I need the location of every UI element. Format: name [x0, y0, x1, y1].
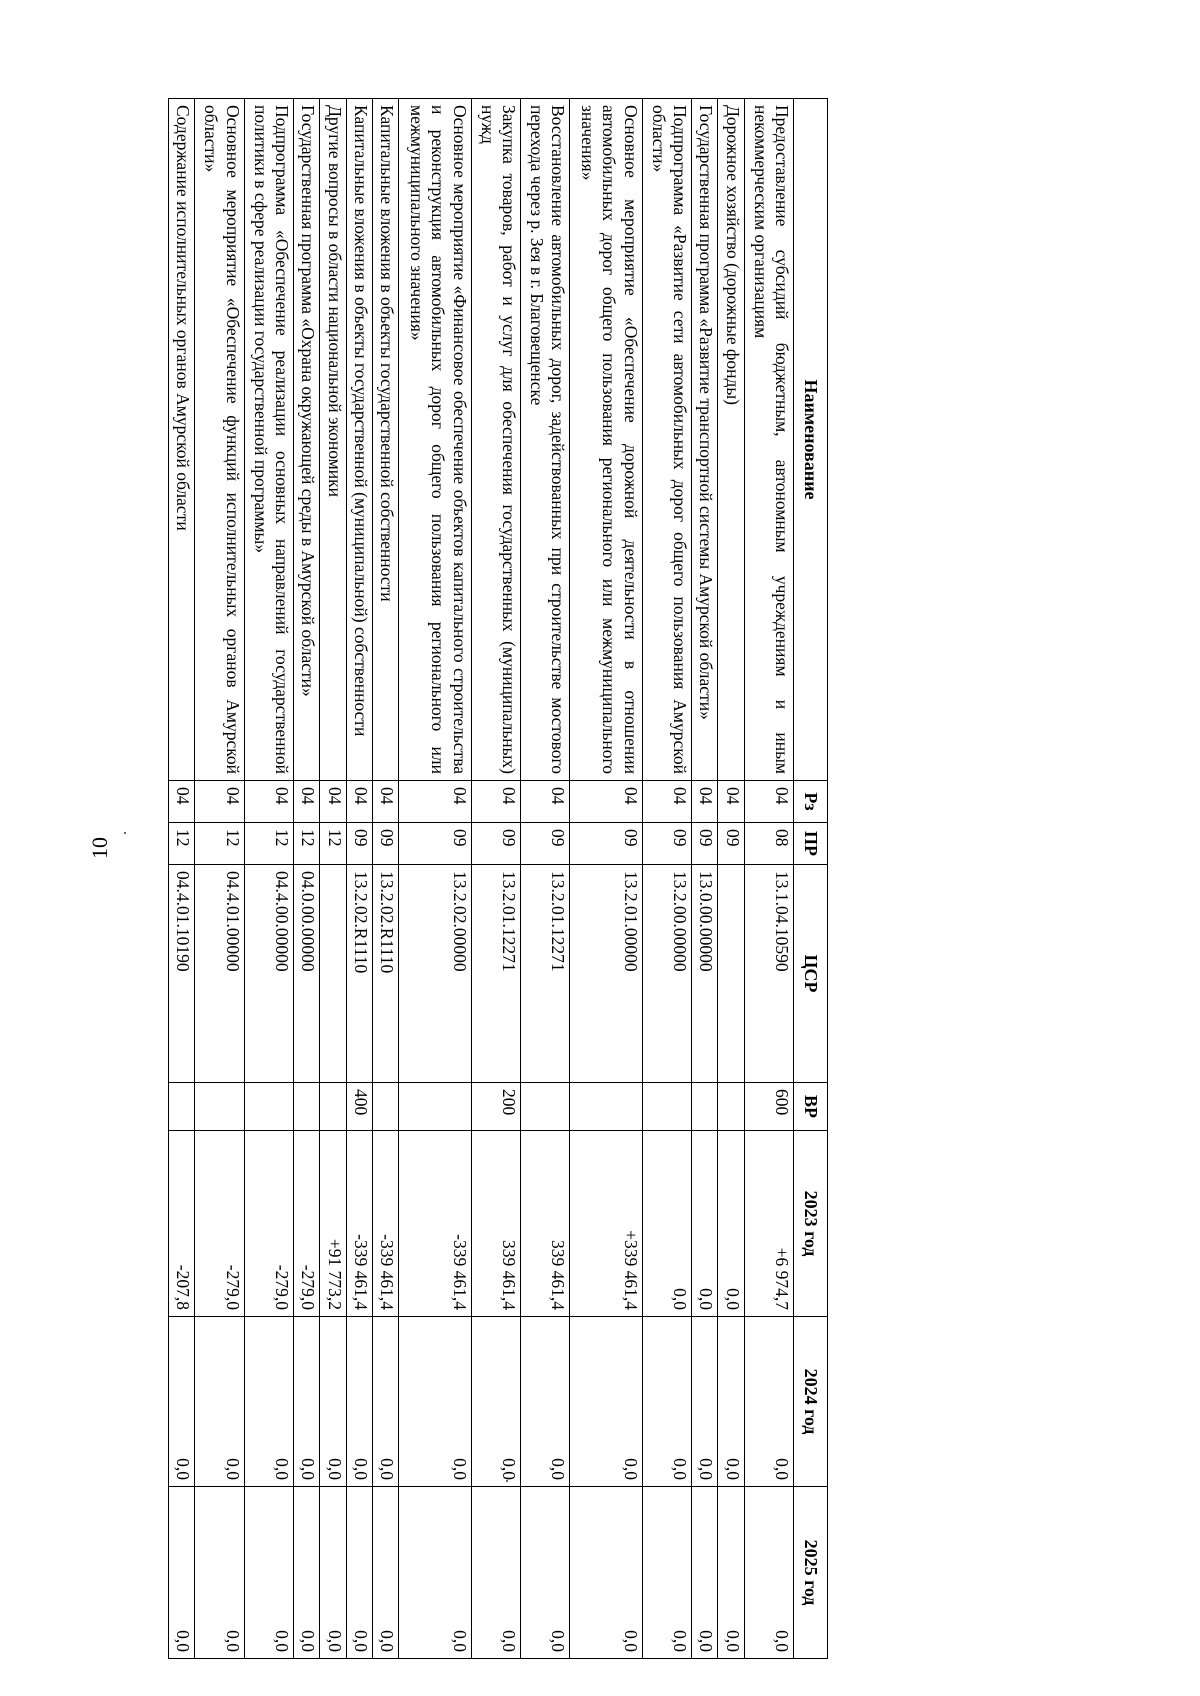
row-2025: 0,0	[718, 1487, 744, 1659]
row-rz: 04	[744, 781, 793, 823]
row-2024: 0,0	[294, 1317, 320, 1487]
row-pr: 12	[320, 823, 346, 865]
row-2025: 0,0	[195, 1487, 244, 1659]
table-row	[521, 99, 570, 1659]
row-name: Государственная программа «Развитие транспортной системы Амурской области»	[692, 99, 718, 781]
row-2025: 0,0	[692, 1487, 718, 1659]
row-csr	[320, 865, 346, 1083]
row-2024: 0,0	[692, 1317, 718, 1487]
row-2024: 0,0	[642, 1317, 691, 1487]
row-2025: 0,0	[642, 1487, 691, 1659]
row-rz: 04	[692, 781, 718, 823]
row-2024: 0,0	[244, 1317, 293, 1487]
row-2024: 0,0	[399, 1317, 471, 1487]
row-2024: 0,0	[521, 1317, 570, 1487]
row-vr	[718, 1083, 744, 1131]
row-name: Капитальные вложения в объекты государственной (муниципальной) собственности	[346, 99, 372, 781]
row-pr: 09	[471, 823, 520, 865]
row-pr: 12	[294, 823, 320, 865]
row-rz: 04	[718, 781, 744, 823]
row-2024: 0,0	[195, 1317, 244, 1487]
row-2025: 0,0	[320, 1487, 346, 1659]
table-row	[718, 99, 744, 1659]
row-vr	[521, 1083, 570, 1131]
row-2025: 0,0	[244, 1487, 293, 1659]
row-vr	[320, 1083, 346, 1131]
row-2025: 0,0	[372, 1487, 398, 1659]
row-csr: 04.4.00.00000	[244, 865, 293, 1083]
scan-speck	[124, 832, 126, 834]
row-name: Государственная программа «Охрана окружающей среды в Амурской области»	[294, 99, 320, 781]
row-2025: 0,0	[521, 1487, 570, 1659]
row-vr: 400	[346, 1083, 372, 1131]
row-2023: 0,0	[718, 1131, 744, 1317]
row-2023: 0,0	[692, 1131, 718, 1317]
row-name: Закупка товаров, работ и услуг для обеспечения государственных (муниципальных) нужд	[471, 99, 520, 781]
row-vr	[399, 1083, 471, 1131]
table-row	[570, 99, 642, 1659]
header-2023: 2023 год	[794, 1131, 828, 1317]
row-2023: -279,0	[195, 1131, 244, 1317]
row-pr: 12	[244, 823, 293, 865]
row-2025: 0,0	[399, 1487, 471, 1659]
row-2023: -279,0	[294, 1131, 320, 1317]
row-rz: 04	[169, 781, 195, 823]
row-csr: 13.2.00.00000	[642, 865, 691, 1083]
row-2023: -339 461,4	[372, 1131, 398, 1317]
table-row	[294, 99, 320, 1659]
row-pr: 12	[195, 823, 244, 865]
row-vr	[244, 1083, 293, 1131]
row-vr	[372, 1083, 398, 1131]
row-csr: 13.1.04.10590	[744, 865, 793, 1083]
header-2025: 2025 год	[794, 1487, 828, 1659]
row-2025: 0,0	[294, 1487, 320, 1659]
row-vr: 600	[744, 1083, 793, 1131]
row-rz: 04	[642, 781, 691, 823]
row-name: Содержание исполнительных органов Амурской области	[169, 99, 195, 781]
table-row	[346, 99, 372, 1659]
row-csr: 13.2.01.12271	[471, 865, 520, 1083]
row-vr	[692, 1083, 718, 1131]
row-2024: 0,0	[169, 1317, 195, 1487]
row-pr: 09	[692, 823, 718, 865]
row-rz: 04	[521, 781, 570, 823]
row-2024: 0,0	[718, 1317, 744, 1487]
table-row	[642, 99, 691, 1659]
budget-table	[168, 98, 828, 1659]
row-name: Предоставление субсидий бюджетным, автономным учреждениям и иным некоммерческим организациям	[744, 99, 793, 781]
row-rz: 04	[372, 781, 398, 823]
row-pr: 12	[169, 823, 195, 865]
row-csr: 13.2.01.00000	[570, 865, 642, 1083]
row-2023: -207,8	[169, 1131, 195, 1317]
row-csr: 13.2.02.R1110	[346, 865, 372, 1083]
row-csr: 13.0.00.00000	[692, 865, 718, 1083]
row-name: Другие вопросы в области национальной экономики	[320, 99, 346, 781]
table-row	[692, 99, 718, 1659]
row-vr: 200	[471, 1083, 520, 1131]
row-csr: 04.4.01.10190	[169, 865, 195, 1083]
row-rz: 04	[195, 781, 244, 823]
row-2023: -339 461,4	[346, 1131, 372, 1317]
row-name: Капитальные вложения в объекты государственной собственности	[372, 99, 398, 781]
row-csr: 04.0.00.00000	[294, 865, 320, 1083]
row-2024: 0,0	[372, 1317, 398, 1487]
row-pr: 09	[642, 823, 691, 865]
table-header-row	[794, 99, 828, 1659]
table-row	[744, 99, 793, 1659]
row-pr: 08	[744, 823, 793, 865]
row-vr	[169, 1083, 195, 1131]
row-csr: 13.2.01.12271	[521, 865, 570, 1083]
row-name: Основное мероприятие «Обеспечение дорожной деятельности в отношении автомобильных дорог общего пользования регионального или межмуниципального значения»	[570, 99, 642, 781]
row-pr: 09	[399, 823, 471, 865]
row-csr: 13.2.02.00000	[399, 865, 471, 1083]
row-rz: 04	[399, 781, 471, 823]
row-name: Подпрограмма «Обеспечение реализации основных направлений государственной политики в сфере реализации государственной программы»	[244, 99, 293, 781]
row-2024: 0,0	[346, 1317, 372, 1487]
row-vr	[195, 1083, 244, 1131]
row-rz: 04	[320, 781, 346, 823]
row-vr	[570, 1083, 642, 1131]
row-2025: 0,0	[169, 1487, 195, 1659]
row-2024: 0,0	[320, 1317, 346, 1487]
header-vr: ВР	[794, 1083, 828, 1131]
row-pr: 09	[718, 823, 744, 865]
row-2025: 0,0	[346, 1487, 372, 1659]
row-vr	[294, 1083, 320, 1131]
row-csr: 13.2.02.R1110	[372, 865, 398, 1083]
row-2023: +6 974,7	[744, 1131, 793, 1317]
table-row	[399, 99, 471, 1659]
row-rz: 04	[471, 781, 520, 823]
row-2025: 0,0	[744, 1487, 793, 1659]
row-name: Основное мероприятие «Обеспечение функций исполнительных органов Амурской области»	[195, 99, 244, 781]
table-row	[244, 99, 293, 1659]
rotated-table-container	[168, 98, 828, 1658]
row-2023: +339 461,4	[570, 1131, 642, 1317]
table-row	[471, 99, 520, 1659]
header-rz: Рз	[794, 781, 828, 823]
row-2024: 0,0	[471, 1317, 520, 1487]
row-2023: 339 461,4	[521, 1131, 570, 1317]
table-row	[169, 99, 195, 1659]
row-rz: 04	[294, 781, 320, 823]
row-rz: 04	[346, 781, 372, 823]
header-pr: ПР	[794, 823, 828, 865]
row-name: Основное мероприятие «Финансовое обеспечение объектов капитального строительства и реконструкция автомобильных дорог общего пользования регионального или межмуниципального значения»	[399, 99, 471, 781]
row-rz: 04	[570, 781, 642, 823]
row-pr: 09	[372, 823, 398, 865]
row-2023: +91 773,2	[320, 1131, 346, 1317]
row-2025: 0,0	[570, 1487, 642, 1659]
row-rz: 04	[244, 781, 293, 823]
row-vr	[642, 1083, 691, 1131]
row-csr	[718, 865, 744, 1083]
row-csr: 04.4.01.00000	[195, 865, 244, 1083]
table-row	[372, 99, 398, 1659]
table-row	[195, 99, 244, 1659]
row-pr: 09	[521, 823, 570, 865]
row-name: Подпрограмма «Развитие сети автомобильных дорог общего пользования Амурской области»	[642, 99, 691, 781]
row-name: Дорожное хозяйство (дорожные фонды)	[718, 99, 744, 781]
table-row	[320, 99, 346, 1659]
row-2023: 0,0	[642, 1131, 691, 1317]
row-2024: 0,0	[570, 1317, 642, 1487]
row-name: Восстановление автомобильных дорог, задействованных при строительстве мостового перехода через р. Зея в г. Благовещенске	[521, 99, 570, 781]
row-2023: 339 461,4	[471, 1131, 520, 1317]
header-csr: ЦСР	[794, 865, 828, 1083]
row-pr: 09	[570, 823, 642, 865]
header-name: Наименование	[794, 99, 828, 781]
header-2024: 2024 год	[794, 1317, 828, 1487]
row-2025: 0,0	[471, 1487, 520, 1659]
row-2023: -279,0	[244, 1131, 293, 1317]
row-2024: 0,0	[744, 1317, 793, 1487]
row-2023: -339 461,4	[399, 1131, 471, 1317]
page-number: 10	[87, 837, 112, 859]
row-pr: 09	[346, 823, 372, 865]
